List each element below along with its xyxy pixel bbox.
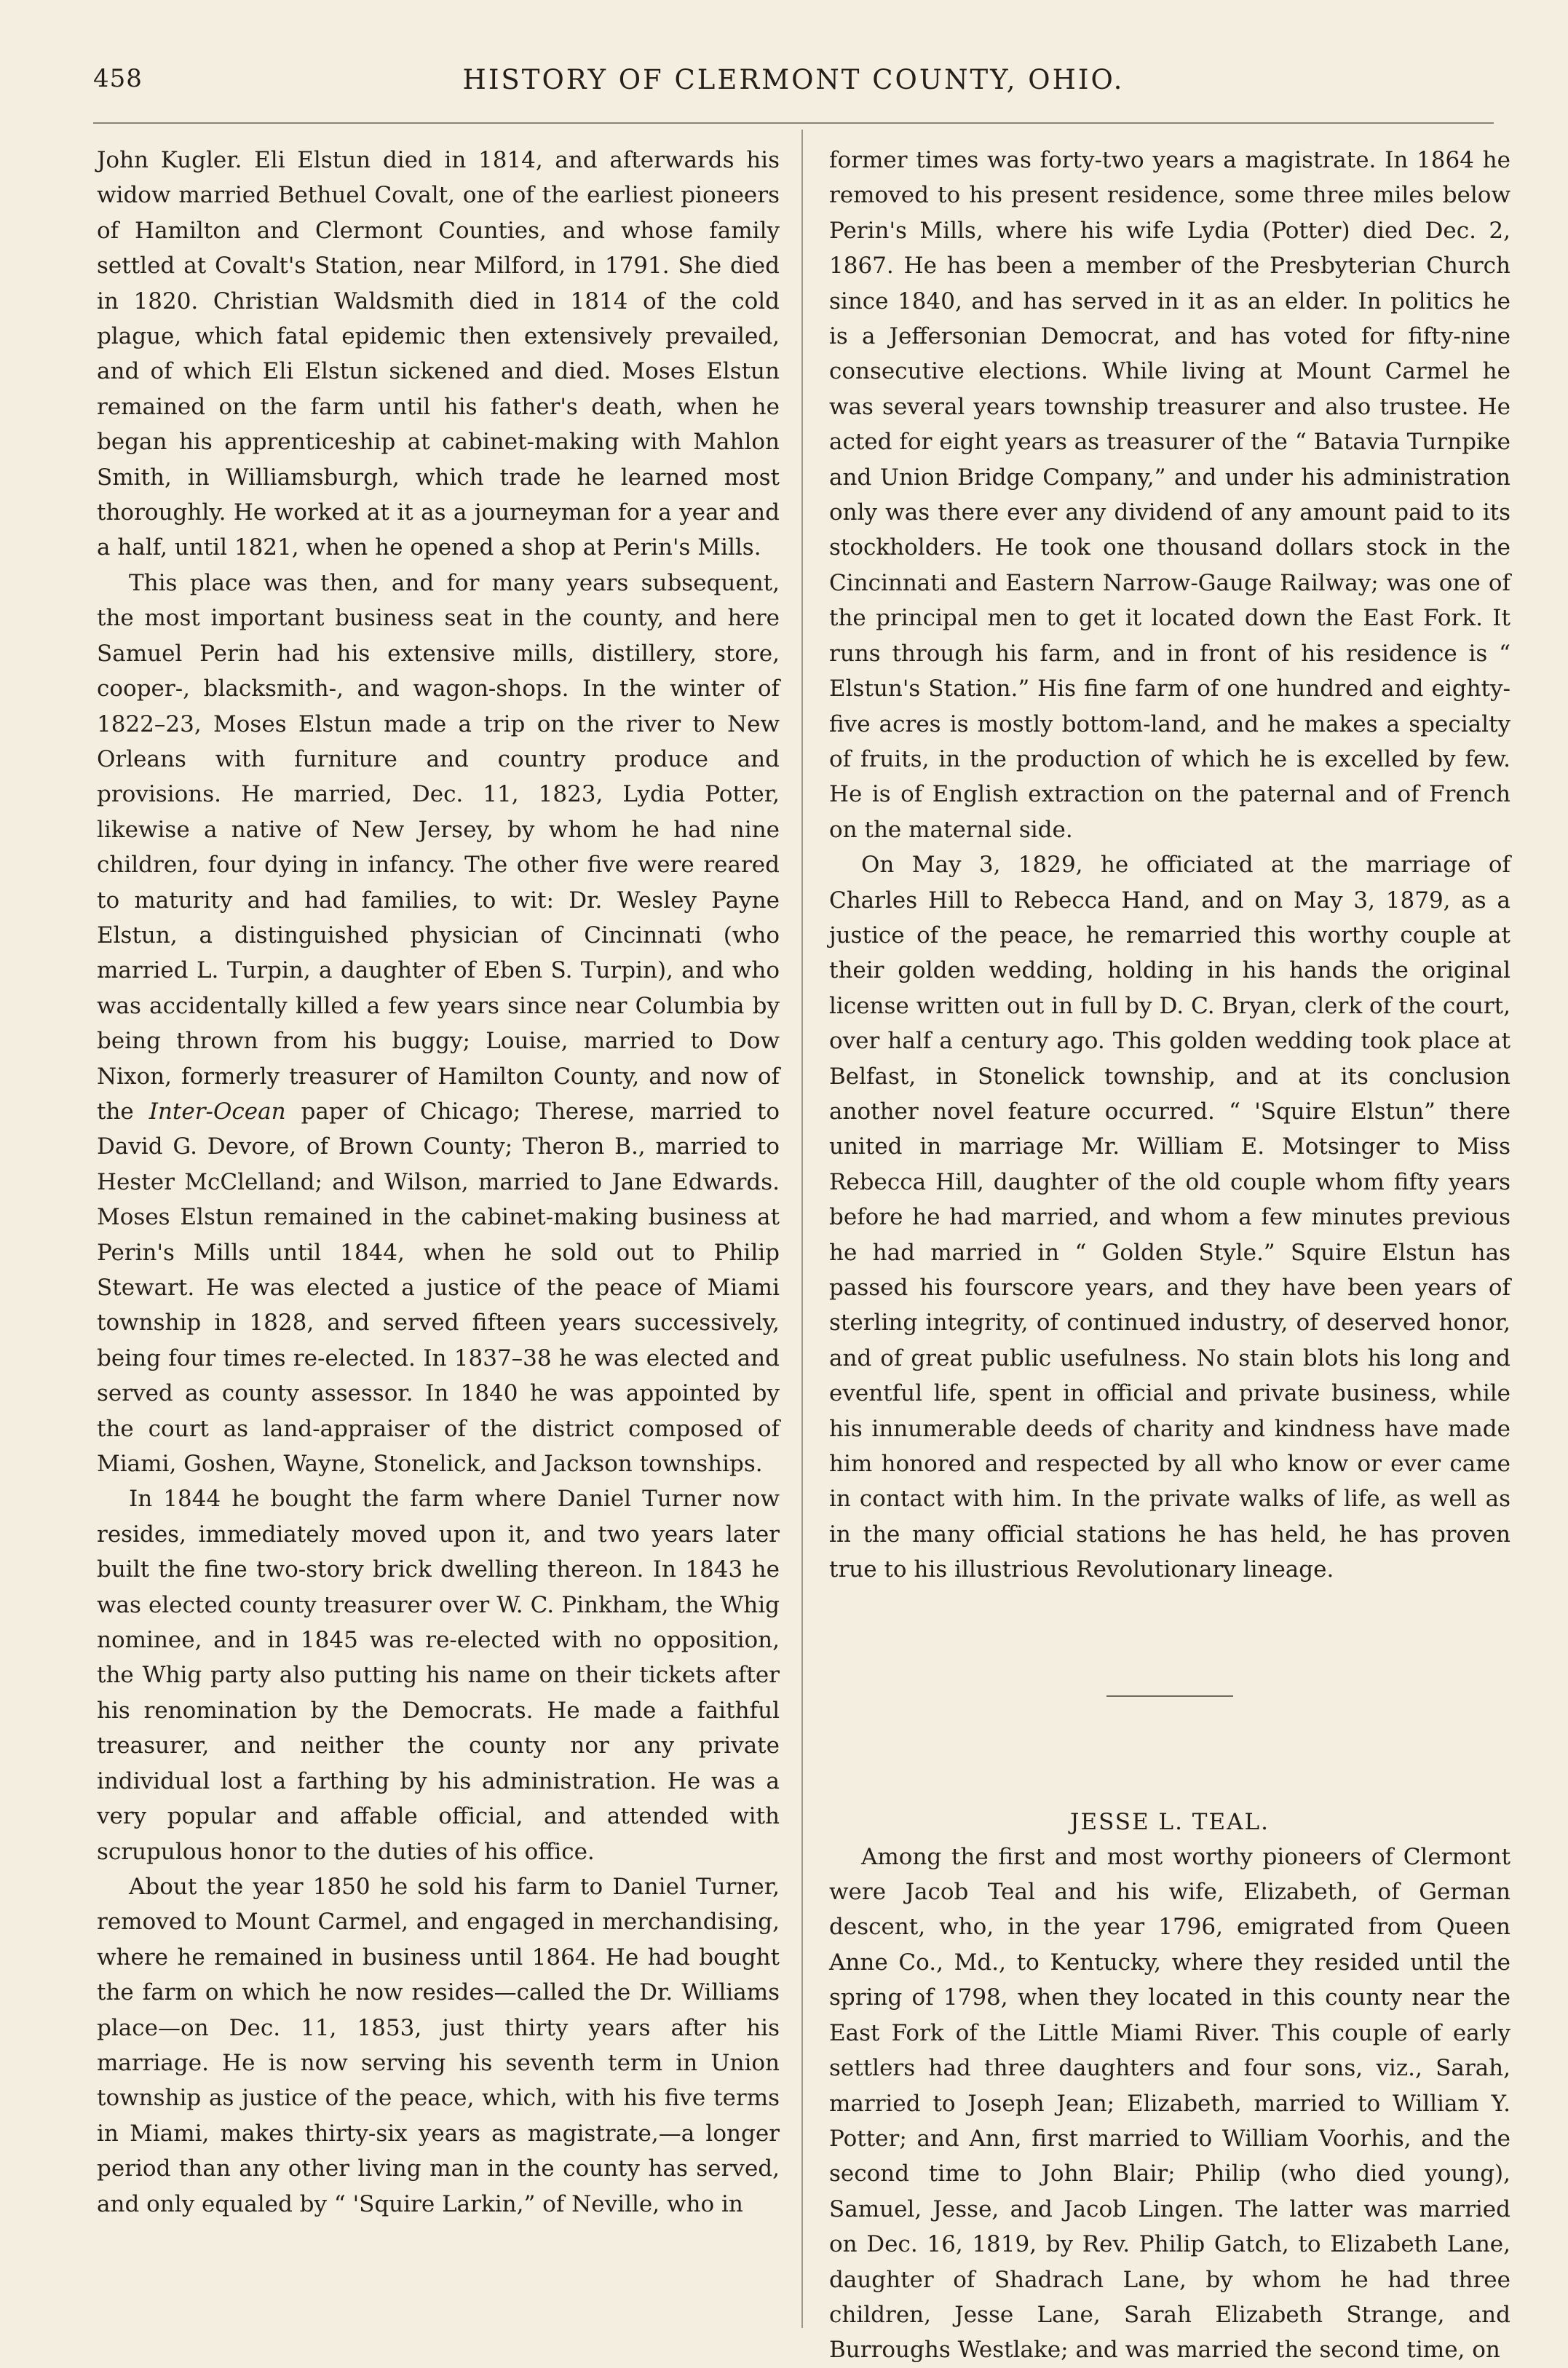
page-number: 458 (93, 64, 143, 93)
section-separator (1106, 1695, 1233, 1697)
left-column (97, 143, 780, 2222)
paragraph (97, 566, 780, 1482)
paragraph: About the year 1850 he sold his farm to Daniel Turner, removed to Mount Carmel, and engaged in merchandising, where he remained in business until 1864. He had bought the farm on which he now resides—called the Dr. Williams place—on Dec. 11, 1853, just thirty years after his marriage. He is now serving his seventh term in Union township as justice of the peace, which, with his five terms in Miami, makes thirty-six years as magistrate,—a longer period than any other living man in the county has served, and only equaled by “ 'Squire Larkin,” of Neville, who in (97, 1873, 780, 2217)
page-header (93, 64, 1494, 108)
running-head: HISTORY OF CLERMONT COUNTY, OHIO. (462, 64, 1125, 95)
newspaper-title: Inter-Ocean (149, 1098, 286, 1125)
paragraph: former times was forty-two years a magistrate. In 1864 he removed to his present residence, some three miles below Perin's Mills, where his wife Lydia (Potter) died Dec. 2, 1867. He has been a member of the Presbyterian Church since 1840, and has served in it as an elder. In politics he is a Jeffersonian Democrat, and has voted for fifty-nine consecutive elections. While living at Mount Carmel he was several years township treasurer and also trustee. He acted for eight years as treasurer of the “ Batavia Turnpike and Union Bridge Company,” and under his administration only was there ever any dividend of any amount paid to its stockholders. He took one thousand dollars stock in the Cincinnati and Eastern Narrow-Gauge Railway; was one of the principal men to get it located down the East Fork. It runs through his farm, and in front of his residence is “ Elstun's Station.” His fine farm of one hundred and eighty-five acres is mostly bottom-land, and he makes a specialty of fruits, in the production of which he is excelled by few. He is of English extraction on the paternal and of French on the maternal side. (829, 147, 1510, 843)
section-title: JESSE L. TEAL. (1070, 1808, 1270, 1835)
paragraph: In 1844 he bought the farm where Daniel Turner now resides, immediately moved upon it, and two years later built the fine two-story brick dwelling thereon. In 1843 he was elected county treasurer over W. C. Pinkham, the Whig nominee, and in 1845 was re-elected with no opposition, the Whig party also putting his name on their tickets after his renomination by the Democrats. He made a faithful treasurer, and neither the county nor any private individual lost a farthing by his administration. He was a very popular and affable official, and attended with scrupulous honor to the duties of his office. (97, 1486, 780, 1865)
right-column (829, 143, 1510, 2368)
column-divider (801, 130, 803, 2328)
paragraph: John Kugler. Eli Elstun died in 1814, and afterwards his widow married Bethuel Covalt, one of the earliest pioneers of Hamilton and Clermont Counties, and whose family settled at Covalt's Station, near Milford, in 1791. She died in 1820. Christian Waldsmith died in 1814 of the cold plague, which fatal epidemic then extensively prevailed, and of which Eli Elstun sickened and died. Moses Elstun remained on the farm until his father's death, when he began his apprenticeship at cabinet-making with Mahlon Smith, in Williamsburgh, which trade he learned most thoroughly. He worked at it as a journeyman for a year and a half, until 1821, when he opened a shop at Perin's Mills. (97, 147, 780, 561)
header-rule (93, 122, 1494, 124)
paragraph-text: paper of Chicago; Therese, married to David G. Devore, of Brown County; Theron B., married to Hester McClelland; and Wilson, married to Jane Edwards. Moses Elstun remained in the cabinet-making business at Perin's Mills until 1844, when he sold out to Philip Stewart. He was elected a justice of the peace of Miami township in 1828, and served fifteen years successively, being four times re-elected. In 1837–38 he was elected and served as county assessor. In 1840 he was appointed by the court as land-appraiser of the district composed of Miami, Goshen, Wayne, Stonelick, and Jackson townships. (97, 1098, 780, 1478)
paragraph: On May 3, 1829, he officiated at the marriage of Charles Hill to Rebecca Hand, and on May 3, 1879, as a justice of the peace, he remarried this worthy couple at their golden wedding, holding in his hands the original license written out in full by D. C. Bryan, clerk of the court, over half a century ago. This golden wedding took place at Belfast, in Stonelick township, and at its conclusion another novel feature occurred. “ 'Squire Elstun” there united in marriage Mr. William E. Motsinger to Miss Rebecca Hill, daughter of the old couple whom fifty years before he had married, and whom a few minutes previous he had married in “ Golden Style.” Squire Elstun has passed his fourscore years, and they have been years of sterling integrity, of continued industry, of deserved honor, and of great public usefulness. No stain blots his long and eventful life, spent in official and private business, while his innumerable deeds of charity and kindness have made him honored and respected by all who know or ever came in contact with him. In the private walks of life, as well as in the many official stations he has held, he has proven true to his illustrious Revolutionary lineage. (829, 852, 1510, 1583)
paragraph: Among the first and most worthy pioneers of Clermont were Jacob Teal and his wife, Elizabeth, of German descent, who, in the year 1796, emigrated from Queen Anne Co., Md., to Kentucky, where they resided until the spring of 1798, when they located in this county near the East Fork of the Little Miami River. This couple of early settlers had three daughters and four sons, viz., Sarah, married to Joseph Jean; Elizabeth, married to William Y. Potter; and Ann, first married to William Voorhis, and the second time to John Blair; Philip (who died young), Samuel, Jesse, and Jacob Lingen. The latter was married on Dec. 16, 1819, by Rev. Philip Gatch, to Elizabeth Lane, daughter of Shadrach Lane, by whom he had three children, Jesse Lane, Sarah Elizabeth Strange, and Burroughs Westlake; and was married the second time, on (829, 1843, 1510, 2364)
paragraph-text: This place was then, and for many years subsequent, the most important business seat in the county, and here Samuel Perin had his extensive mills, distillery, store, cooper-, blacksmith-, and wagon-shops. In the winter of 1822–23, Moses Elstun made a trip on the river to New Orleans with furniture and country produce and provisions. He married, Dec. 11, 1823, Lydia Potter, likewise a native of New Jersey, by whom he had nine children, four dying in infancy. The other five were reared to maturity and had families, to wit: Dr. Wesley Payne Elstun, a distinguished physician of Cincinnati (who married L. Turpin, a daughter of Eben S. Turpin), and who was accidentally killed a few years since near Columbia by being thrown from his buggy; Louise, married to Dow Nixon, formerly treasurer of Hamilton County, and now of the (97, 569, 780, 1125)
